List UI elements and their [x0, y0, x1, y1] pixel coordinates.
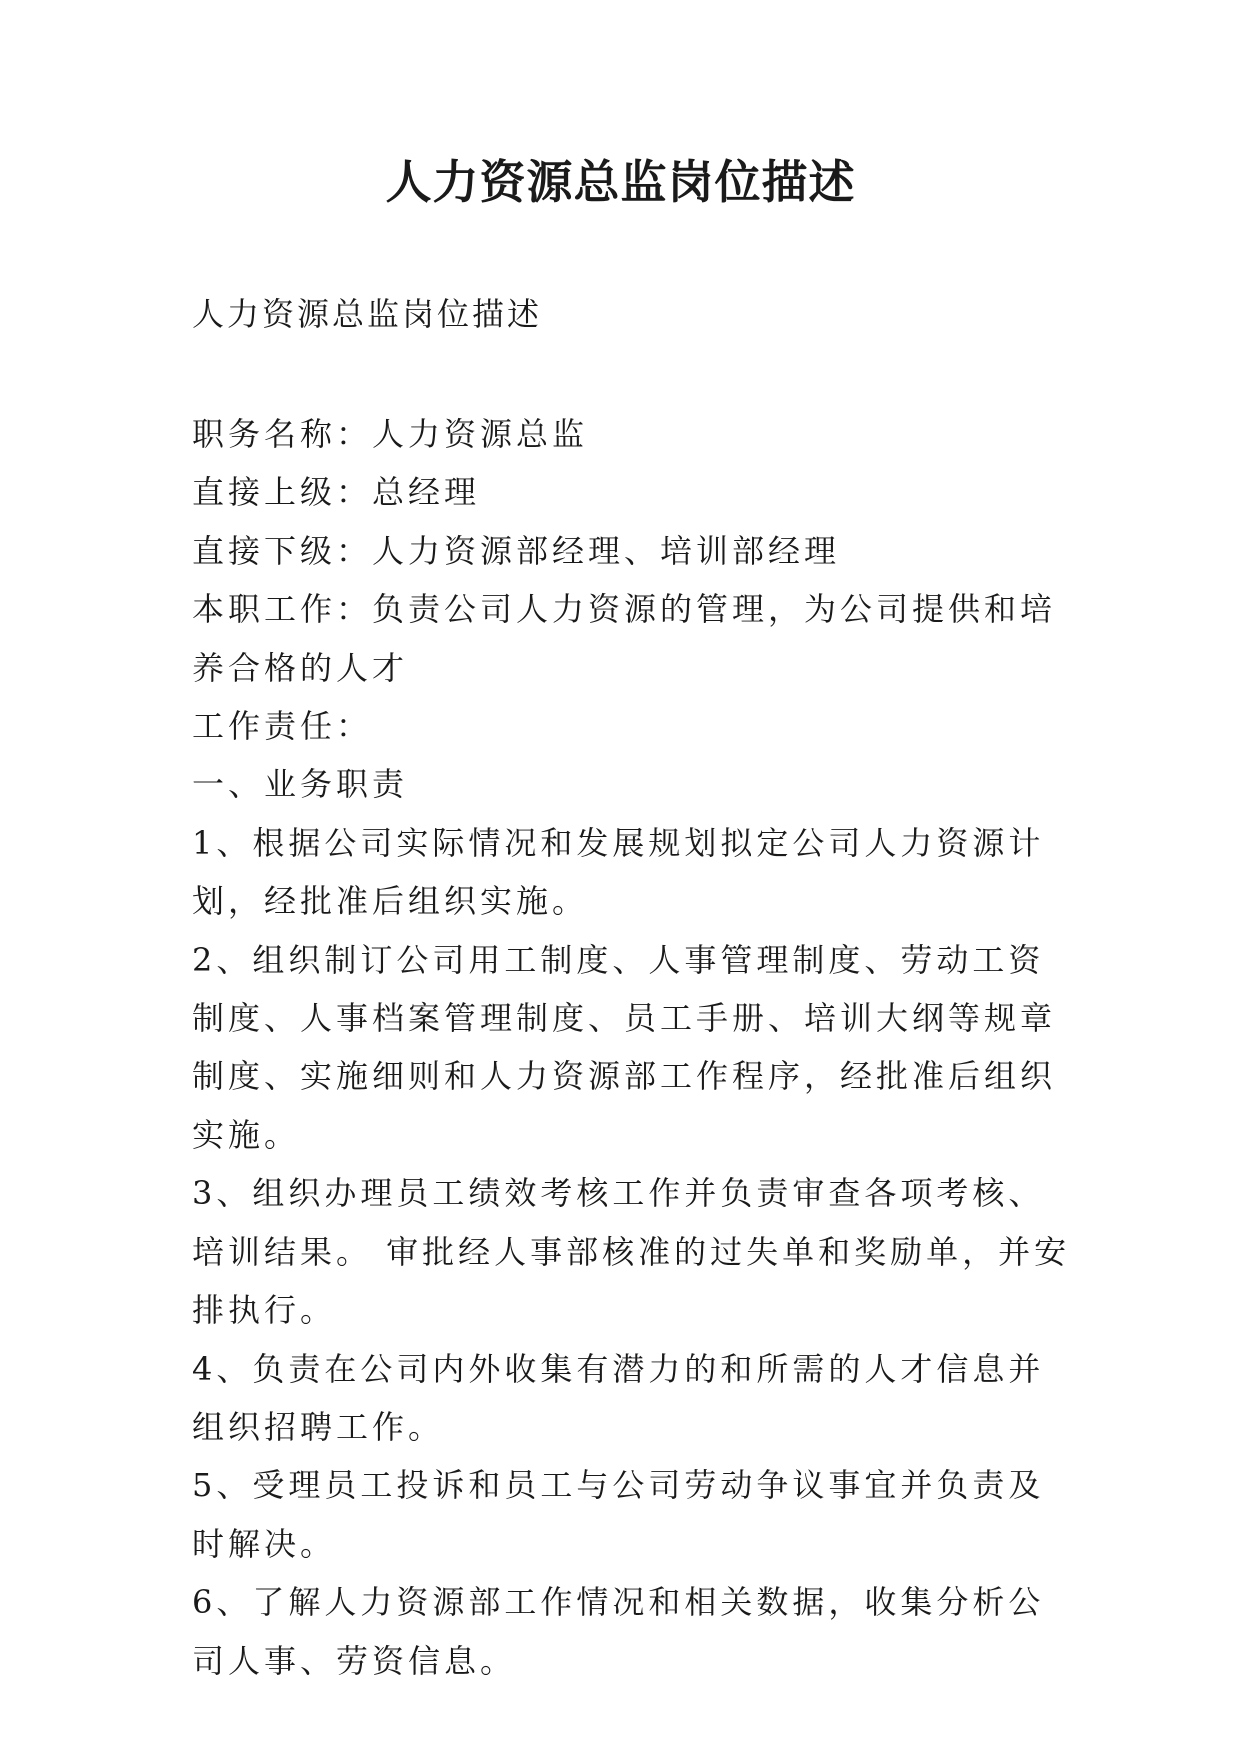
- paragraph-main-work: 本职工作：负责公司人力资源的管理，为公司提供和培养合格的人才: [192, 590, 1057, 687]
- duty-item-4: 4、负责在公司内外收集有潜力的和所需的人才信息并组织招聘工作。: [192, 1349, 1045, 1446]
- paragraph-direct-subordinates: 直接下级：人力资源部经理、培训部经理: [192, 531, 841, 570]
- duty-item-1: 1、根据公司实际情况和发展规划拟定公司人力资源计划，经批准后组织实施。: [192, 823, 1045, 921]
- paragraph-work-responsibilities: 工作责任：: [192, 707, 373, 746]
- document-subtitle: 人力资源总监岗位描述: [192, 295, 543, 333]
- duty-item-5: 5、受理员工投诉和员工与公司劳动争议事宜并负责及时解决。: [192, 1466, 1045, 1563]
- paragraph-job-title: 职务名称：人力资源总监: [192, 415, 589, 453]
- document-body: [192, 405, 1072, 1690]
- paragraph-direct-superior: 直接上级：总经理: [192, 473, 481, 512]
- document-title: 人力资源总监岗位描述: [385, 155, 856, 209]
- section-heading-business-duties: 一、业务职责: [192, 765, 409, 804]
- duty-item-3: 3、组织办理员工绩效考核工作并负责审查各项考核、培训结果。 审批经人事部核准的过失单和奖励单，并安排执行。: [192, 1174, 1071, 1330]
- duty-item-2: 2、组织制订公司用工制度、人事管理制度、劳动工资制度、人事档案管理制度、员工手册、培训大纲等规章制度、实施细则和人力资源部工作程序，经批准后组织实施。: [192, 940, 1057, 1154]
- duty-item-6: 6、了解人力资源部工作情况和相关数据，收集分析公司人事、劳资信息。: [192, 1583, 1045, 1680]
